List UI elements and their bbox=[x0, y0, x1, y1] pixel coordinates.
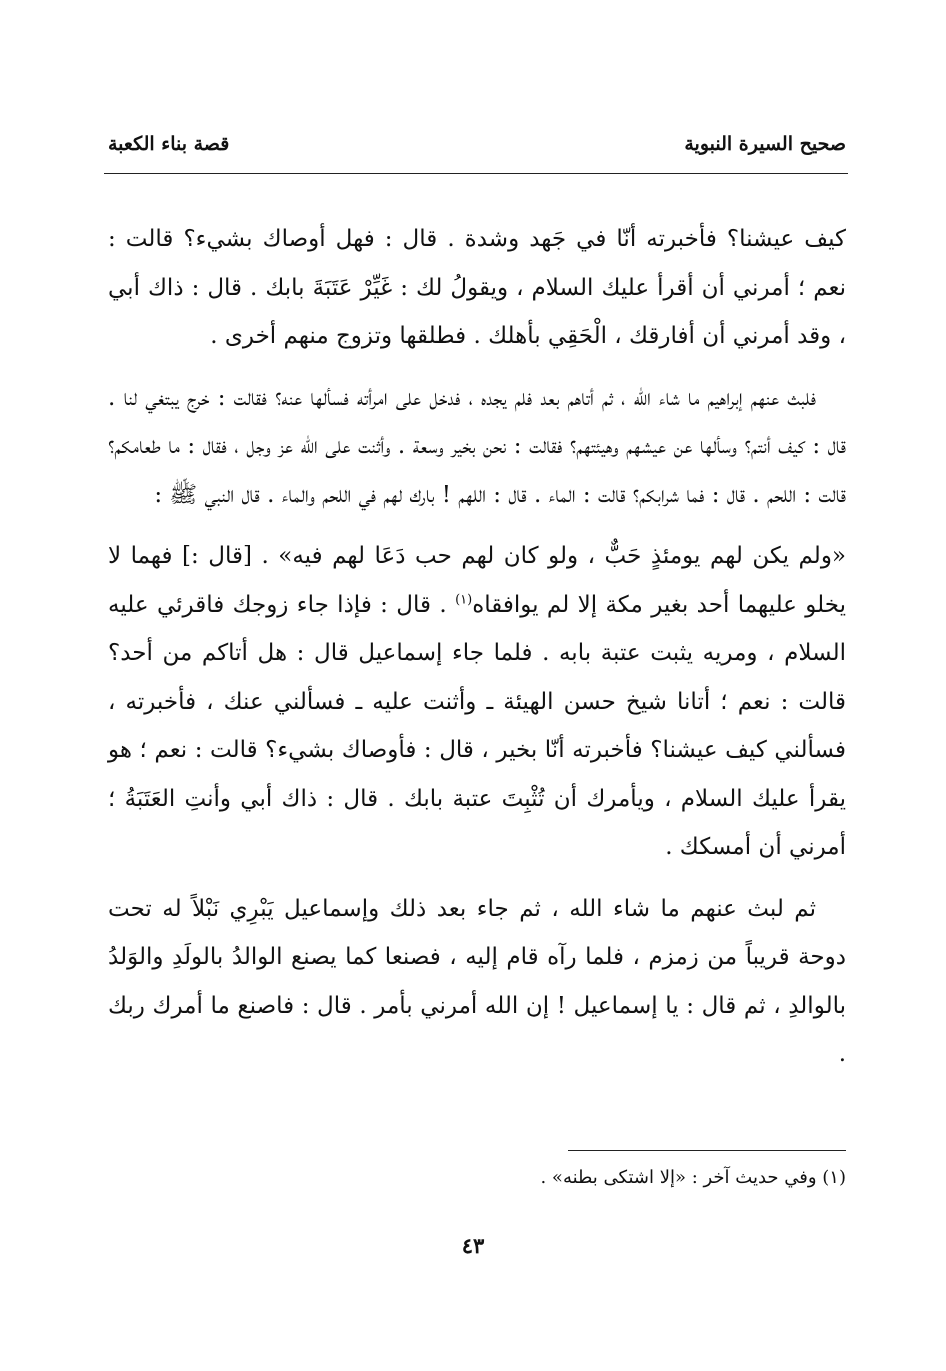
running-header bbox=[108, 128, 846, 160]
chapter-title: قصة بناء الكعبة bbox=[108, 133, 230, 155]
book-title: صحيح السيرة النبوية bbox=[684, 133, 846, 155]
body-text bbox=[108, 215, 846, 1092]
paragraph-3 bbox=[108, 532, 846, 872]
paragraph-3-part-1: «ولم يكن لهم يومئذٍ حَبٌّ ، ولو كان لهم حب دَعَا لهم فيه» . [قال :] فهما لا يخلو عليهما أحد بغير مكة إلا لم يوافقاه bbox=[108, 543, 847, 618]
page-number: ٤٣ bbox=[461, 1233, 485, 1258]
paragraph-3-part-2: . قال : فإذا جاء زوجك فاقرئي عليه السلام ، ومريه يثبت عتبة بابه . فلما جاء إسماعيل قال : هل أتاكم من أحد؟ قالت : نعم ؛ أتانا شيخ حسن الهيئة ـ وأثنت عليه ـ فسألني عنك ، فأخبرته ، فسألني كيف عيشنا؟ فأخبرته أنّا بخير ، قال : فأوصاك بشيء؟ قالت : نعم ؛ هو يقرأ عليك السلام ، ويأمرك أن تُثْبِتَ عتبة بابك . قال : ذاك أبي وأنتِ العَتَبَةُ ؛ أمرني أن أمسكك . bbox=[108, 591, 846, 860]
footnote: (١) وفي حديث آخر : «إلا اشتكى بطنه» . bbox=[540, 1167, 846, 1188]
header-divider bbox=[104, 173, 848, 174]
footnote-reference: (١) bbox=[455, 591, 473, 607]
paragraph-4: ثم لبث عنهم ما شاء الله ، ثم جاء بعد ذلك وإسماعيل يَبْرِي نَبْلاً له تحت دوحة قريباً من زمزم ، فلما رآه قام إليه ، فصنعا كما يصنع الوالدُ بالولَدِ والوَلدُ بالوالدِ ، ثم قال : يا إسماعيل ! إن الله أمرني بأمر . قال : فاصنع ما أمرك ربك . bbox=[108, 895, 846, 1067]
footnote-divider bbox=[568, 1150, 846, 1151]
paragraph-1: كيف عيشنا؟ فأخبرته أنّا في جَهد وشدة . قال : فهل أوصاك بشيء؟ قالت : نعم ؛ أمرني أن أقرأ عليك السلام ، ويقولُ لك : غَيِّرْ عَتَبَةَ بابك . قال : ذاك أبي ، وقد أمرني أن أفارقك ، الْحَقِي بأهلك . فطلقها وتزوج منهم أخرى . bbox=[108, 226, 846, 349]
paragraph-2: فلبث عنهم إبراهيم ما شاء الله ، ثم أتاهم بعد فلم يجده ، فدخل على امرأته فسألها عنه؟ فقالت : خرج يبتغي لنا . قال : كيف أنتم؟ وسألها عن عيشهم وهيئتهم؟ فقالت : نحن بخير وسعة . وأثنت على الله عز وجل ، فقال : ما طعامكم؟ قالت : اللحم . قال : فما شرابكم؟ قالت : الماء . قال : اللهم ! بارك لهم في اللحم والماء . قال النبي ﷺ : bbox=[108, 384, 846, 508]
